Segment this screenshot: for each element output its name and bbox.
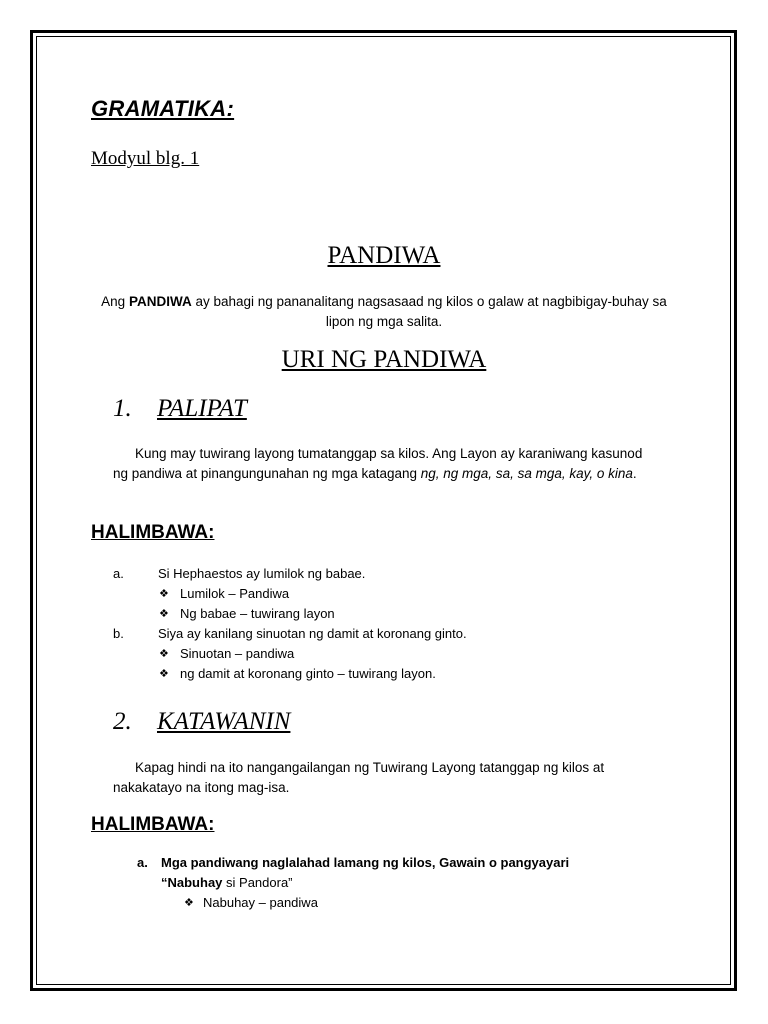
section-description-palipat bbox=[113, 444, 661, 484]
section-heading-katawanin bbox=[113, 708, 290, 736]
section-number: 1. bbox=[113, 395, 132, 422]
bullet-text: ng damit at koronang ginto – tuwirang layon. bbox=[180, 666, 436, 681]
page-border bbox=[30, 30, 737, 991]
bullet-text: Nabuhay – pandiwa bbox=[203, 895, 318, 910]
list-marker: a. bbox=[137, 855, 148, 870]
intro-suffix: ay bahagi ng pananalitang nagsasaad ng kilos o galaw at nagbibigay-buhay sa lipon ng mga salita. bbox=[191, 294, 667, 329]
description-end: . bbox=[632, 466, 637, 481]
types-heading: URI NG PANDIWA bbox=[281, 346, 487, 373]
document-heading: GRAMATIKA: bbox=[91, 96, 235, 121]
description-text: Kung may tuwirang layong tumatanggap sa kilos. Ang Layon ay karaniwang kasunod ng pandiwa at pinangungunahan ng mga katagang bbox=[113, 446, 643, 481]
quote-rest: si Pandora” bbox=[222, 875, 293, 890]
bullet-text: Sinuotan – pandiwa bbox=[180, 646, 295, 661]
examples-heading: HALIMBAWA: bbox=[91, 522, 215, 543]
list-item-text: Siya ay kanilang sinuotan ng damit at koronang ginto. bbox=[158, 626, 467, 641]
module-label: Modyul blg. 1 bbox=[91, 148, 200, 169]
quote-verb: “Nabuhay bbox=[161, 875, 223, 890]
list-marker: b. bbox=[113, 626, 124, 641]
list-item-text: Si Hephaestos ay lumilok ng babae. bbox=[158, 566, 366, 581]
description-italic: ng, ng mga, sa, sa mga, kay, o kina bbox=[420, 466, 633, 481]
examples-heading: HALIMBAWA: bbox=[91, 814, 215, 835]
intro-prefix: Ang bbox=[101, 294, 129, 309]
diamond-bullet-icon: ❖ bbox=[159, 588, 169, 600]
section-title: KATAWANIN bbox=[157, 708, 291, 735]
diamond-bullet-icon: ❖ bbox=[159, 668, 169, 680]
description-text: Kapag hindi na ito nangangailangan ng Tuwirang Layong tatanggap ng kilos at nakakatayo na itong mag-isa. bbox=[113, 760, 605, 795]
intro-paragraph bbox=[86, 292, 682, 332]
bullet-text: Lumilok – Pandiwa bbox=[180, 586, 290, 601]
intro-term: PANDIWA bbox=[128, 294, 192, 309]
list-item-text: Mga pandiwang naglalahad lamang ng kilos, Gawain o pangyayari bbox=[161, 855, 570, 870]
diamond-bullet-icon: ❖ bbox=[159, 648, 169, 660]
page-border-inner bbox=[36, 36, 731, 985]
section-heading-palipat bbox=[113, 395, 247, 423]
section-description-katawanin bbox=[113, 758, 661, 798]
diamond-bullet-icon: ❖ bbox=[184, 897, 194, 909]
section-title: PALIPAT bbox=[157, 395, 247, 422]
list-marker: a. bbox=[113, 566, 124, 581]
diamond-bullet-icon: ❖ bbox=[159, 608, 169, 620]
page-title: PANDIWA bbox=[327, 242, 441, 269]
bullet-text: Ng babae – tuwirang layon bbox=[180, 606, 335, 621]
section-number: 2. bbox=[113, 708, 132, 735]
